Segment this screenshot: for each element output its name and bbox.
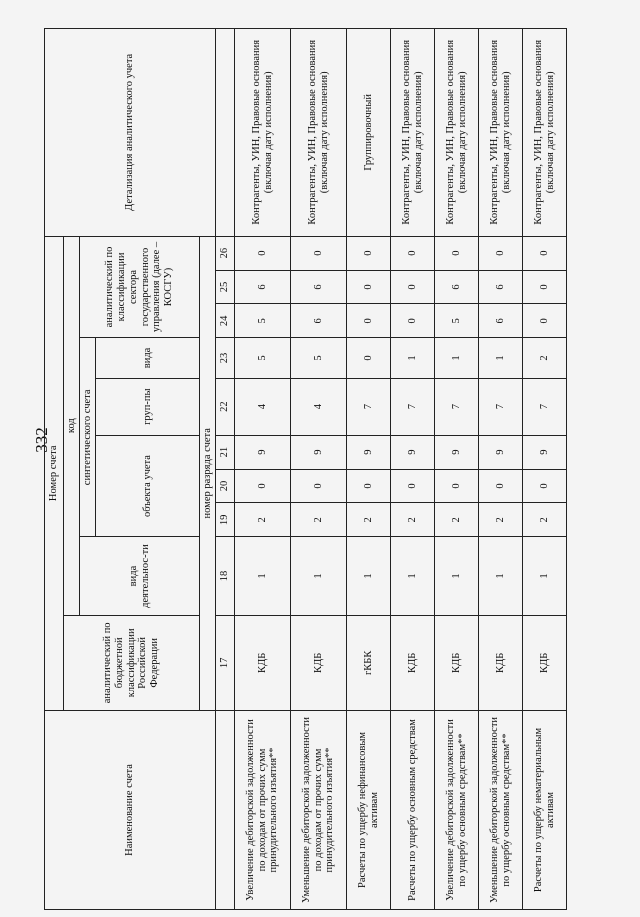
cell-17: КДБ — [523, 615, 567, 710]
cell-25: 0 — [391, 270, 435, 304]
row-name: Уменьшение дебиторской задолженности по ущербу основным средствам** — [479, 710, 523, 909]
table-row — [347, 29, 391, 910]
cell-19: 2 — [523, 503, 567, 537]
cell-24: 5 — [435, 304, 479, 338]
row-detail: Контрагенты, УИН, Правовые основания (включая дату исполнения) — [523, 29, 567, 237]
cell-23: 1 — [479, 338, 523, 378]
cell-19: 2 — [347, 503, 391, 537]
table-row — [479, 29, 523, 910]
header-account-name: Наименование счета — [45, 710, 216, 909]
header-group: груп-пы — [96, 378, 200, 435]
header-account-number: Номер счета — [45, 236, 64, 710]
cell-20: 0 — [435, 469, 479, 503]
digit-label: 18 — [216, 537, 235, 615]
cell-21: 9 — [291, 435, 347, 469]
cell-23: 5 — [291, 338, 347, 378]
cell-23: 5 — [235, 338, 291, 378]
cell-26: 0 — [523, 236, 567, 270]
digit-label: 19 — [216, 503, 235, 537]
cell-25: 6 — [291, 270, 347, 304]
cell-20: 0 — [391, 469, 435, 503]
row-name: Увеличение дебиторской задолженности по доходам от прочих сумм принудительного изъятия** — [235, 710, 291, 909]
cell-19: 2 — [479, 503, 523, 537]
cell-26: 0 — [235, 236, 291, 270]
cell-26: 0 — [347, 236, 391, 270]
digit-label: 21 — [216, 435, 235, 469]
cell-20: 0 — [347, 469, 391, 503]
cell-22: 7 — [523, 378, 567, 435]
cell-20: 0 — [523, 469, 567, 503]
cell-26: 0 — [435, 236, 479, 270]
digit-label: 26 — [216, 236, 235, 270]
row-name: Расчеты по ущербу нематериальным активам — [523, 710, 567, 909]
cell-21: 9 — [523, 435, 567, 469]
digit-label: 22 — [216, 378, 235, 435]
cell-19: 2 — [435, 503, 479, 537]
table-row — [235, 29, 291, 910]
header-digit-row-label: номер разряда счета — [200, 236, 216, 710]
cell-22: 4 — [235, 378, 291, 435]
cell-21: 9 — [347, 435, 391, 469]
table-row — [523, 29, 567, 910]
cell-22: 7 — [347, 378, 391, 435]
cell-25: 0 — [523, 270, 567, 304]
cell-24: 6 — [291, 304, 347, 338]
cell-25: 6 — [435, 270, 479, 304]
row-detail: Контрагенты, УИН, Правовые основания (включая дату исполнения) — [235, 29, 291, 237]
cell-22: 7 — [391, 378, 435, 435]
digit-label: 25 — [216, 270, 235, 304]
row-detail: Контрагенты, УИН, Правовые основания (включая дату исполнения) — [391, 29, 435, 237]
digit-blank — [216, 29, 235, 237]
cell-26: 0 — [479, 236, 523, 270]
row-detail: Контрагенты, УИН, Правовые основания (включая дату исполнения) — [479, 29, 523, 237]
cell-23: 1 — [435, 338, 479, 378]
cell-20: 0 — [235, 469, 291, 503]
cell-17: гКБК — [347, 615, 391, 710]
cell-18: 1 — [291, 537, 347, 615]
cell-24: 0 — [391, 304, 435, 338]
table-row — [435, 29, 479, 910]
cell-20: 0 — [479, 469, 523, 503]
cell-18: 1 — [235, 537, 291, 615]
cell-20: 0 — [291, 469, 347, 503]
cell-24: 0 — [523, 304, 567, 338]
cell-18: 1 — [391, 537, 435, 615]
cell-24: 6 — [479, 304, 523, 338]
row-name: Расчеты по ущербу нефинансовым активам — [347, 710, 391, 909]
cell-24: 0 — [347, 304, 391, 338]
row-name: Уменьшение дебиторской задолженности по доходам от прочих сумм принудительного изъятия** — [291, 710, 347, 909]
cell-25: 0 — [347, 270, 391, 304]
header-synthetic: синтетического счета — [80, 338, 96, 537]
cell-17: КДБ — [291, 615, 347, 710]
header-detail: Детализация аналитического учета — [45, 29, 216, 237]
row-detail: Контрагенты, УИН, Правовые основания (включая дату исполнения) — [435, 29, 479, 237]
cell-18: 1 — [523, 537, 567, 615]
cell-23: 1 — [391, 338, 435, 378]
row-name: Увеличение дебиторской задолженности по ущербу основным средствам** — [435, 710, 479, 909]
cell-18: 1 — [479, 537, 523, 615]
cell-17: КДБ — [235, 615, 291, 710]
digit-blank — [216, 710, 235, 909]
header-activity: вида деятельнос-ти — [80, 537, 200, 615]
cell-22: 4 — [291, 378, 347, 435]
cell-19: 2 — [235, 503, 291, 537]
table-row — [291, 29, 347, 910]
header-kod: код — [64, 236, 80, 615]
cell-24: 5 — [235, 304, 291, 338]
cell-19: 2 — [291, 503, 347, 537]
header-object: объекта учета — [96, 435, 200, 537]
cell-21: 9 — [479, 435, 523, 469]
header-type: вида — [96, 338, 200, 378]
cell-25: 6 — [235, 270, 291, 304]
cell-22: 7 — [479, 378, 523, 435]
cell-17: КДБ — [479, 615, 523, 710]
page-number: 332 — [32, 427, 51, 453]
digit-label: 20 — [216, 469, 235, 503]
header-analytic-budget: аналитический по бюджетной классификации Российской Федерации — [64, 615, 200, 710]
cell-25: 6 — [479, 270, 523, 304]
cell-23: 2 — [523, 338, 567, 378]
cell-26: 0 — [391, 236, 435, 270]
cell-23: 0 — [347, 338, 391, 378]
row-detail: Группировочный — [347, 29, 391, 237]
cell-18: 1 — [435, 537, 479, 615]
cell-17: КДБ — [391, 615, 435, 710]
cell-26: 0 — [291, 236, 347, 270]
cell-19: 2 — [391, 503, 435, 537]
cell-18: 1 — [347, 537, 391, 615]
cell-21: 9 — [235, 435, 291, 469]
header-kosgu: аналитический по классификации сектора государственного управления (далее – КОСГУ) — [80, 236, 200, 338]
accounts-table — [44, 28, 567, 910]
cell-22: 7 — [435, 378, 479, 435]
digit-label: 24 — [216, 304, 235, 338]
digit-label: 17 — [216, 615, 235, 710]
row-name: Расчеты по ущербу основным средствам — [391, 710, 435, 909]
cell-17: КДБ — [435, 615, 479, 710]
table-row — [391, 29, 435, 910]
cell-21: 9 — [435, 435, 479, 469]
row-detail: Контрагенты, УИН, Правовые основания (включая дату исполнения) — [291, 29, 347, 237]
digit-label: 23 — [216, 338, 235, 378]
cell-21: 9 — [391, 435, 435, 469]
